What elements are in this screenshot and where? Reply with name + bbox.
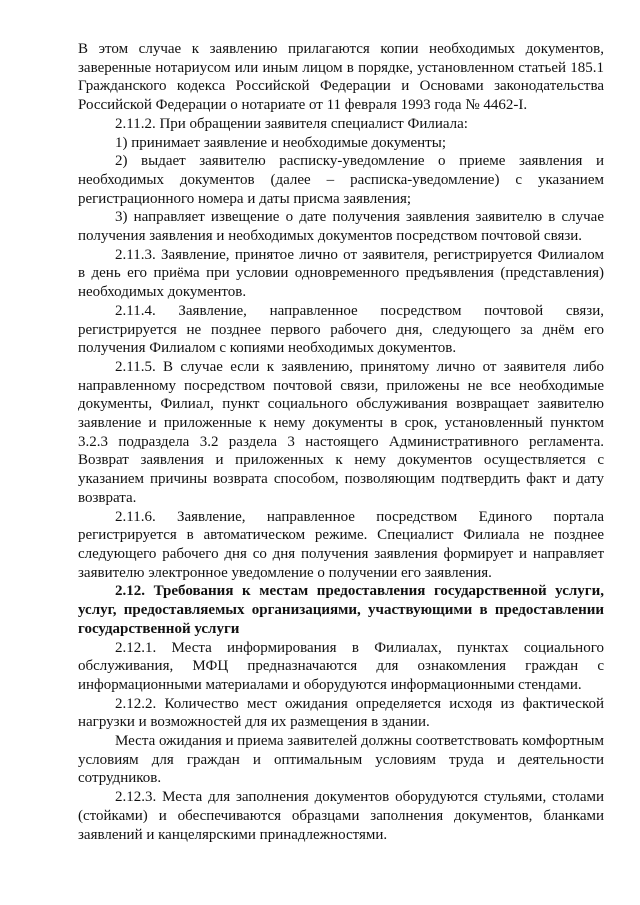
paragraph-waiting-places: Места ожидания и приема заявителей должны соответствовать комфортным условиям для граждан и оптимальным условиям труда и деятельности сотрудников. [78, 733, 604, 787]
document-page [78, 40, 604, 844]
paragraph-2-11-5: 2.11.5. В случае если к заявлению, принятому лично от заявителя либо направленному посредством почтовой связи, приложены не все необходимые документы, Филиал, пункт социального обслуживания возвращает заявителю заявление и приложенные к нему документы в срок, установленный пунктом 3.2.3 подраздела 3.2 раздела 3 настоящего Административного регламента. Возврат заявления и приложенных к нему документов осуществляется с указанием причины возврата способом, позволяющим подтвердить факт и дату возврата. [78, 358, 604, 506]
list-item-3: 3) направляет извещение о дате получения заявления заявителю в случае получения заявления и необходимых документов посредством почтовой связи. [78, 209, 604, 245]
paragraph-2-11-3: 2.11.3. Заявление, принятое лично от заявителя, регистрируется Филиалом в день его приёма при условии одновременного предъявления (представления) необходимых документов. [78, 246, 604, 301]
paragraph-2-12-3: 2.12.3. Места для заполнения документов оборудуются стульями, столами (стойками) и обеспечиваются образцами заполнения документов, бланками заявлений и канцелярскими принадлежностями. [78, 789, 604, 843]
paragraph-2-11-4: 2.11.4. Заявление, направленное посредством почтовой связи, регистрируется не позднее первого рабочего дня, следующего за днём его получения Филиалом с копиями необходимых документов. [78, 302, 604, 357]
paragraph-2-12-1: 2.12.1. Места информирования в Филиалах, пунктах социального обслуживания, МФЦ предназначаются для ознакомления граждан с информационными материалами и оборудуются информационными стендами. [78, 639, 604, 693]
paragraph-2-11-6: 2.11.6. Заявление, направленное посредством Единого портала регистрируется в автоматическом режиме. Специалист Филиала не позднее следующего рабочего дня со дня получения заявления формирует и направляет заявителю электронное уведомление о получении его заявления. [78, 508, 604, 581]
section-heading-2-12: 2.12. Требования к местам предоставления государственной услуги, услуг, предоставляемых организациями, участвующими в предоставлении государственной услуги [78, 583, 604, 637]
paragraph-2-11-2: 2.11.2. При обращении заявителя специалист Филиала: [115, 115, 468, 132]
paragraph-notary-copies: В этом случае к заявлению прилагаются копии необходимых документов, заверенные нотариусом или иным лицом в порядке, установленном статьей 185.1 Гражданского кодекса Российской Федерации и Основами законодательства Российской Федерации о нотариате от 11 февраля 1993 года № 4462-I. [78, 41, 604, 114]
paragraph-2-12-2: 2.12.2. Количество мест ожидания определяется исходя из фактической нагрузки и возможностей для их размещения в здании. [78, 695, 604, 731]
list-item-1: 1) принимает заявление и необходимые документы; [115, 134, 446, 151]
list-item-2: 2) выдает заявителю расписку-уведомление о приеме заявления и необходимых документов (далее – расписка-уведомление) с указанием регистрационного номера и даты присма заявления; [78, 153, 604, 207]
